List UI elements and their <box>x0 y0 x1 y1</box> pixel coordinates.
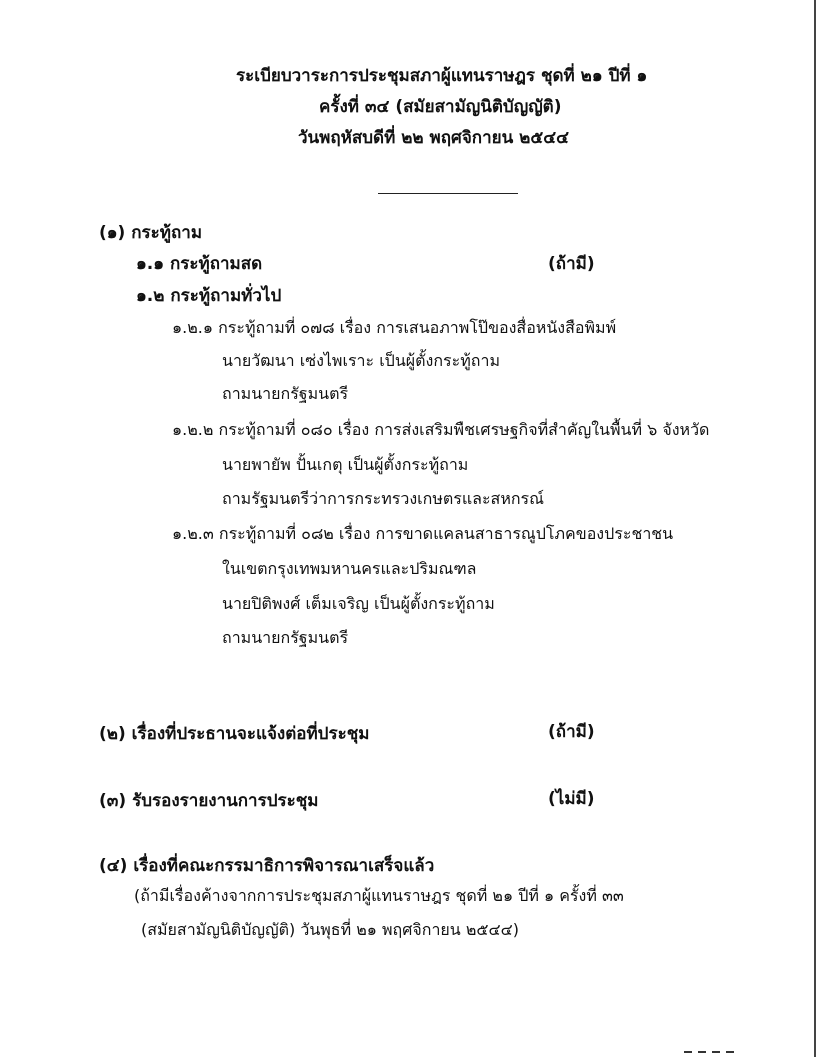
agenda-item-3-note: (ไม่มี) <box>548 789 595 809</box>
agenda-item-4-detail-2: (สมัยสามัญนิติบัญญัติ) วันพุธที่ ๒๑ พฤศจิกายน ๒๕๔๔) <box>141 920 519 939</box>
title-divider <box>378 193 518 194</box>
question-2-addressee: ถามรัฐมนตรีว่าการกระทรวงเกษตรและสหกรณ์ <box>222 489 544 508</box>
agenda-item-4-heading: (๔) เรื่องที่คณะกรรมาธิการพิจารณาเสร็จแล้ว <box>99 856 435 876</box>
agenda-item-2-heading: (๒) เรื่องที่ประธานจะแจ้งต่อที่ประชุม <box>99 724 370 744</box>
question-3-addressee: ถามนายกรัฐมนตรี <box>222 628 349 647</box>
agenda-item-3-heading: (๓) รับรองรายงานการประชุม <box>99 791 319 811</box>
question-2-title: ๑.๒.๒ กระทู้ถามที่ ๐๘๐ เรื่อง การส่งเสริมพืชเศรษฐกิจที่สำคัญในพื้นที่ ๖ จังหวัด <box>172 420 710 439</box>
agenda-item-1-heading: (๑) กระทู้ถาม <box>99 223 203 243</box>
question-1-title: ๑.๒.๑ กระทู้ถามที่ ๐๗๘ เรื่อง การเสนอภาพโป๊ของสื่อหนังสือพิมพ์ <box>172 318 617 337</box>
agenda-item-1-1-note: (ถ้ามี) <box>548 254 595 274</box>
agenda-item-4-detail-1: (ถ้ามีเรื่องค้างจากการประชุมสภาผู้แทนราษฎร ชุดที่ ๒๑ ปีที่ ๑ ครั้งที่ ๓๓ <box>134 886 624 905</box>
question-1-asker: นายวัฒนา เซ่งไพเราะ เป็นผู้ตั้งกระทู้ถาม <box>222 351 500 370</box>
title-line-1: ระเบียบวาระการประชุมสภาผู้แทนราษฎร ชุดที่ ๒๑ ปีที่ ๑ <box>236 66 648 86</box>
question-3-title: ๑.๒.๓ กระทู้ถามที่ ๐๘๒ เรื่อง การขาดแคลนสาธารณูปโภคของประชาชน <box>172 524 674 543</box>
question-3-asker: นายปิติพงศ์ เต็มเจริญ เป็นผู้ตั้งกระทู้ถาม <box>222 594 495 613</box>
cut-off-text-fragment <box>684 1046 744 1057</box>
title-line-2: ครั้งที่ ๓๔ (สมัยสามัญนิติบัญญัติ) <box>319 97 562 117</box>
question-1-addressee: ถามนายกรัฐมนตรี <box>222 384 349 403</box>
title-line-3: วันพฤหัสบดีที่ ๒๒ พฤศจิกายน ๒๕๔๔ <box>298 128 569 148</box>
question-3-title-cont: ในเขตกรุงเทพมหานครและปริมณฑล <box>222 559 477 578</box>
question-2-asker: นายพายัพ ปั้นเกตุ เป็นผู้ตั้งกระทู้ถาม <box>222 455 469 474</box>
agenda-item-1-1-heading: ๑.๑ กระทู้ถามสด <box>136 254 263 274</box>
agenda-item-1-2-heading: ๑.๒ กระทู้ถามทั่วไป <box>136 286 282 306</box>
agenda-item-2-note: (ถ้ามี) <box>548 722 595 742</box>
